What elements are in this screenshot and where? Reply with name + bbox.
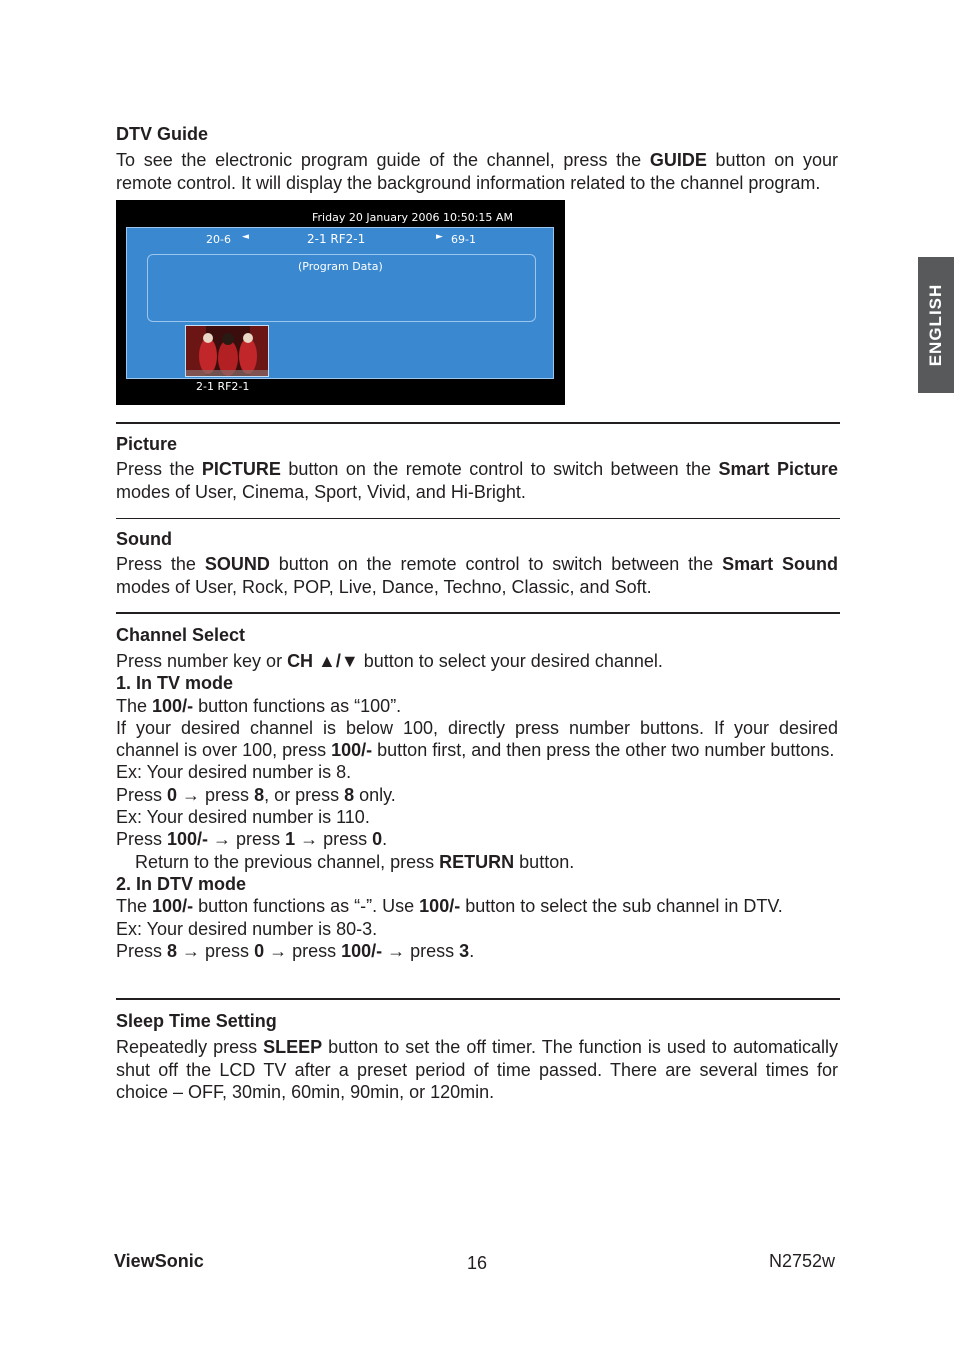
osd-next-channel: 69-1	[451, 233, 476, 246]
section-divider	[116, 422, 840, 424]
sleep-text: Repeatedly press SLEEP button to set the off timer. The function is used to automatically shut off the LCD TV after a preset period of time passed. There are several times for choice – OFF, 30min, 60min, 90min, or 120min.	[116, 1037, 838, 1102]
section-divider	[116, 998, 840, 1000]
example-2: Ex: Your desired number is 110.	[116, 807, 370, 828]
dtv-guide-text: To see the electronic program guide of the channel, press the GUIDE button on your remote control. It will display the background information related to the channel program.	[116, 150, 839, 193]
example-2-steps: Press 100/- → press 1 → press 0.	[116, 829, 388, 850]
right-arrow-icon: ►	[436, 232, 443, 242]
tv-mode-heading: 1. In TV mode	[116, 673, 234, 694]
return-instruction: Return to the previous channel, press RETURN button.	[135, 851, 575, 872]
example-1: Ex: Your desired number is 8.	[116, 762, 352, 783]
example-3-steps: Press 8 → press 0 → press 100/- → press 3.	[116, 940, 475, 961]
osd-program-data: (Program Data)	[298, 260, 383, 273]
example-1-steps: Press 0 → press 8, or press 8 only.	[116, 784, 396, 805]
channel-select-section	[116, 623, 838, 962]
sound-section	[116, 527, 838, 598]
channel-select-heading: Channel Select	[116, 625, 246, 645]
section-divider	[116, 518, 840, 519]
osd-guide-panel	[126, 227, 554, 379]
dtv-guide-section	[116, 122, 838, 194]
picture-section	[116, 432, 838, 503]
example-3: Ex: Your desired number is 80-3.	[116, 918, 378, 939]
sound-text: Press the SOUND button on the remote control to switch between the Smart Sound modes of User, Rock, POP, Live, Dance, Techno, Classic, and Soft.	[116, 554, 838, 597]
channel-preview-thumbnail	[185, 325, 269, 377]
picture-heading: Picture	[116, 434, 178, 454]
footer-page-number: 16	[467, 1253, 488, 1273]
dtv-mode-function: The 100/- button functions as “-”. Use 100/- button to select the sub channel in DTV.	[116, 896, 783, 917]
language-tab-label: ENGLISH	[926, 283, 945, 367]
section-divider	[116, 612, 840, 614]
tv-mode-function: The 100/- button functions as “100”.	[116, 695, 402, 716]
osd-prev-channel: 20-6	[206, 233, 231, 246]
sound-heading: Sound	[116, 529, 172, 549]
tv-mode-description: If your desired channel is below 100, directly press number buttons. If your desired channel is over 100, press 100/- button first, and then press the other two number buttons.	[116, 717, 838, 761]
preview-image-icon	[186, 326, 269, 377]
osd-bottom-label: 2-1 RF2-1	[196, 380, 250, 393]
picture-text: Press the PICTURE button on the remote control to switch between the Smart Picture modes of User, Cinema, Sport, Vivid, and Hi-Bright.	[116, 459, 838, 502]
osd-program-data-box	[147, 254, 536, 322]
left-arrow-icon: ◄	[242, 232, 249, 242]
footer-brand: ViewSonic	[114, 1251, 204, 1271]
channel-select-intro: Press number key or CH ▲/▼ button to select your desired channel.	[116, 651, 663, 671]
sleep-heading: Sleep Time Setting	[116, 1011, 277, 1031]
osd-datetime: Friday 20 January 2006 10:50:15 AM	[312, 211, 513, 224]
language-tab	[918, 257, 954, 393]
osd-current-channel: 2-1 RF2-1	[307, 232, 366, 246]
dtv-guide-screenshot	[116, 200, 565, 405]
footer-model: N2752w	[769, 1251, 836, 1271]
sleep-section	[116, 1009, 838, 1104]
dtv-mode-heading: 2. In DTV mode	[116, 873, 247, 894]
dtv-guide-heading: DTV Guide	[116, 124, 209, 144]
